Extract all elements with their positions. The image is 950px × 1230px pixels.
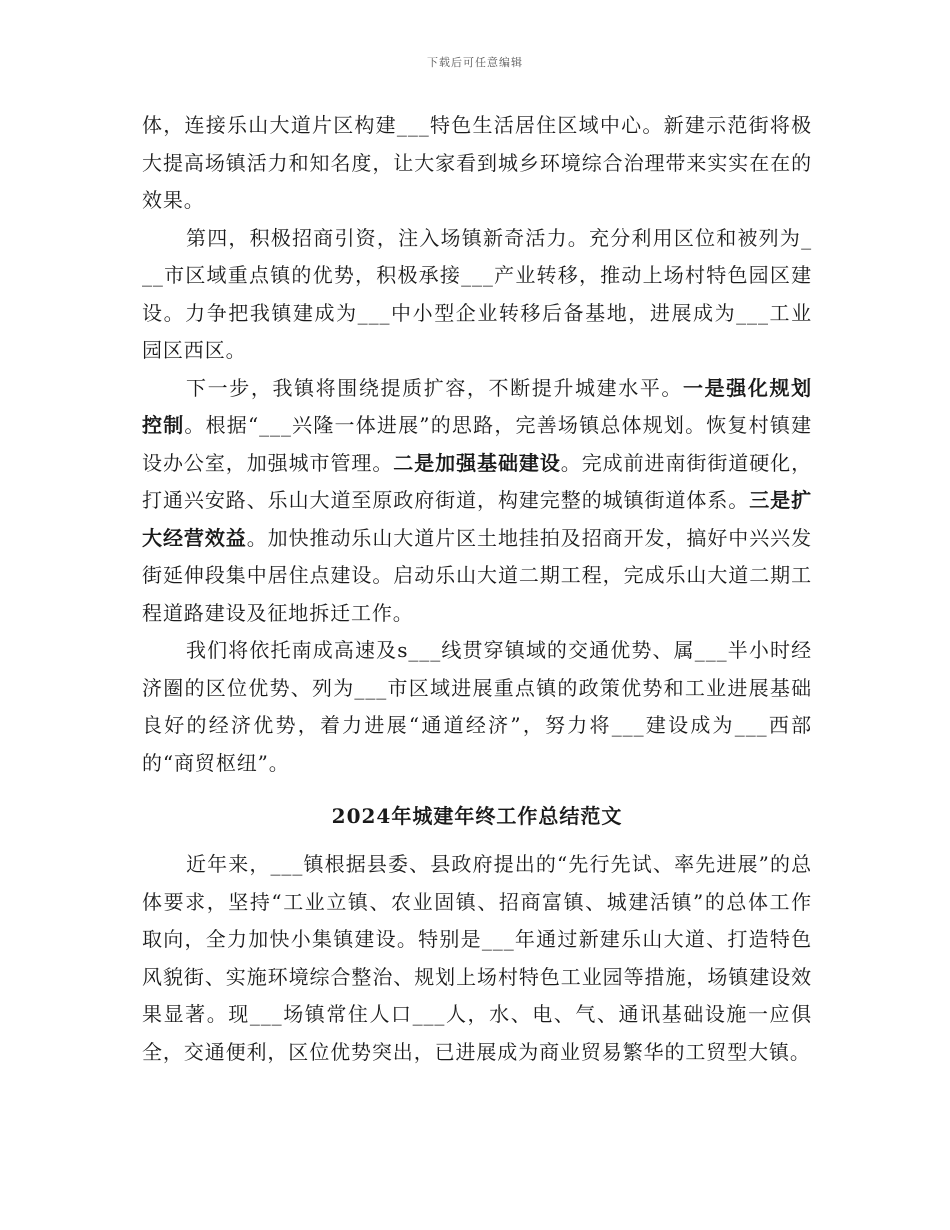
- paragraph-text: 我们将依托南成高速及s___线贯穿镇域的交通优势、属___半小时经济圈的区位优势、列为___市区域进展重点镇的政策优势和工业进展基础良好的经济优势，着力进展“通道经济”，努力将___建设成为___西部的“商贸枢纽”。: [142, 638, 812, 775]
- paragraph-advantages: [142, 632, 812, 782]
- paragraph-next-steps: [142, 370, 812, 633]
- paragraph-text: 。加快推动乐山大道片区土地挂拍及招商开发，搞好中兴兴发街延伸段集中居住点建设。启动乐山大道二期工程，完成乐山大道二期工程道路建设及征地拆迁工作。: [142, 525, 812, 625]
- paragraph-text: 近年来，___镇根据县委、县政府提出的“先行先试、率先进展”的总体要求，坚持“工业立镇、农业固镇、招商富镇、城建活镇”的总体工作取向，全力加快小集镇建设。特别是___年通过新建乐山大道、打造特色风貌街、实施环境综合整治、规划上场村特色工业园等措施，场镇建设效果显著。现___场镇常住人口___人，水、电、气、通讯基础设施一应俱全，交通便利，区位优势突出，已进展成为商业贸易繁华的工贸型大镇。: [142, 852, 812, 1064]
- page-header: 下载后可任意编辑: [427, 56, 523, 69]
- paragraph-text: 体，连接乐山大道片区构建___特色生活居住区域中心。新建示范街将极大提高场镇活力和知名度，让大家看到城乡环境综合治理带来实实在在的效果。: [142, 113, 812, 212]
- bold-heading-benefits: 三是扩大经营效益: [142, 488, 812, 550]
- paragraph-recent-years: [142, 846, 812, 1071]
- paragraph-text: 。根据“___兴隆一体进展”的思路，完善场镇总体规划。恢复村镇建设办公室，加强城市管理。: [142, 413, 812, 475]
- paragraph-text: 。完成前进南街街道硬化，打通兴安路、乐山大道至原政府街道，构建完整的城镇街道体系。: [142, 450, 812, 512]
- bold-heading-planning: 一是强化规划控制: [142, 375, 812, 437]
- paragraph-text: 第四，积极招商引资，注入场镇新奇活力。充分利用区位和被列为___市区域重点镇的优势，积极承接___产业转移，推动上场村特色园区建设。力争把我镇建成为___中小型企业转移后备基地，进展成为___工业园区西区。: [142, 225, 812, 362]
- paragraph-text: 下一步，我镇将围绕提质扩容，不断提升城建水平。: [186, 375, 684, 400]
- document-body: [142, 107, 812, 1071]
- section-title: 2024年城建年终工作总结范文: [331, 804, 623, 828]
- bold-heading-infrastructure: 二是加强基础建设: [393, 450, 561, 475]
- paragraph-continuation: [142, 107, 812, 220]
- paragraph-fourth-point: [142, 220, 812, 370]
